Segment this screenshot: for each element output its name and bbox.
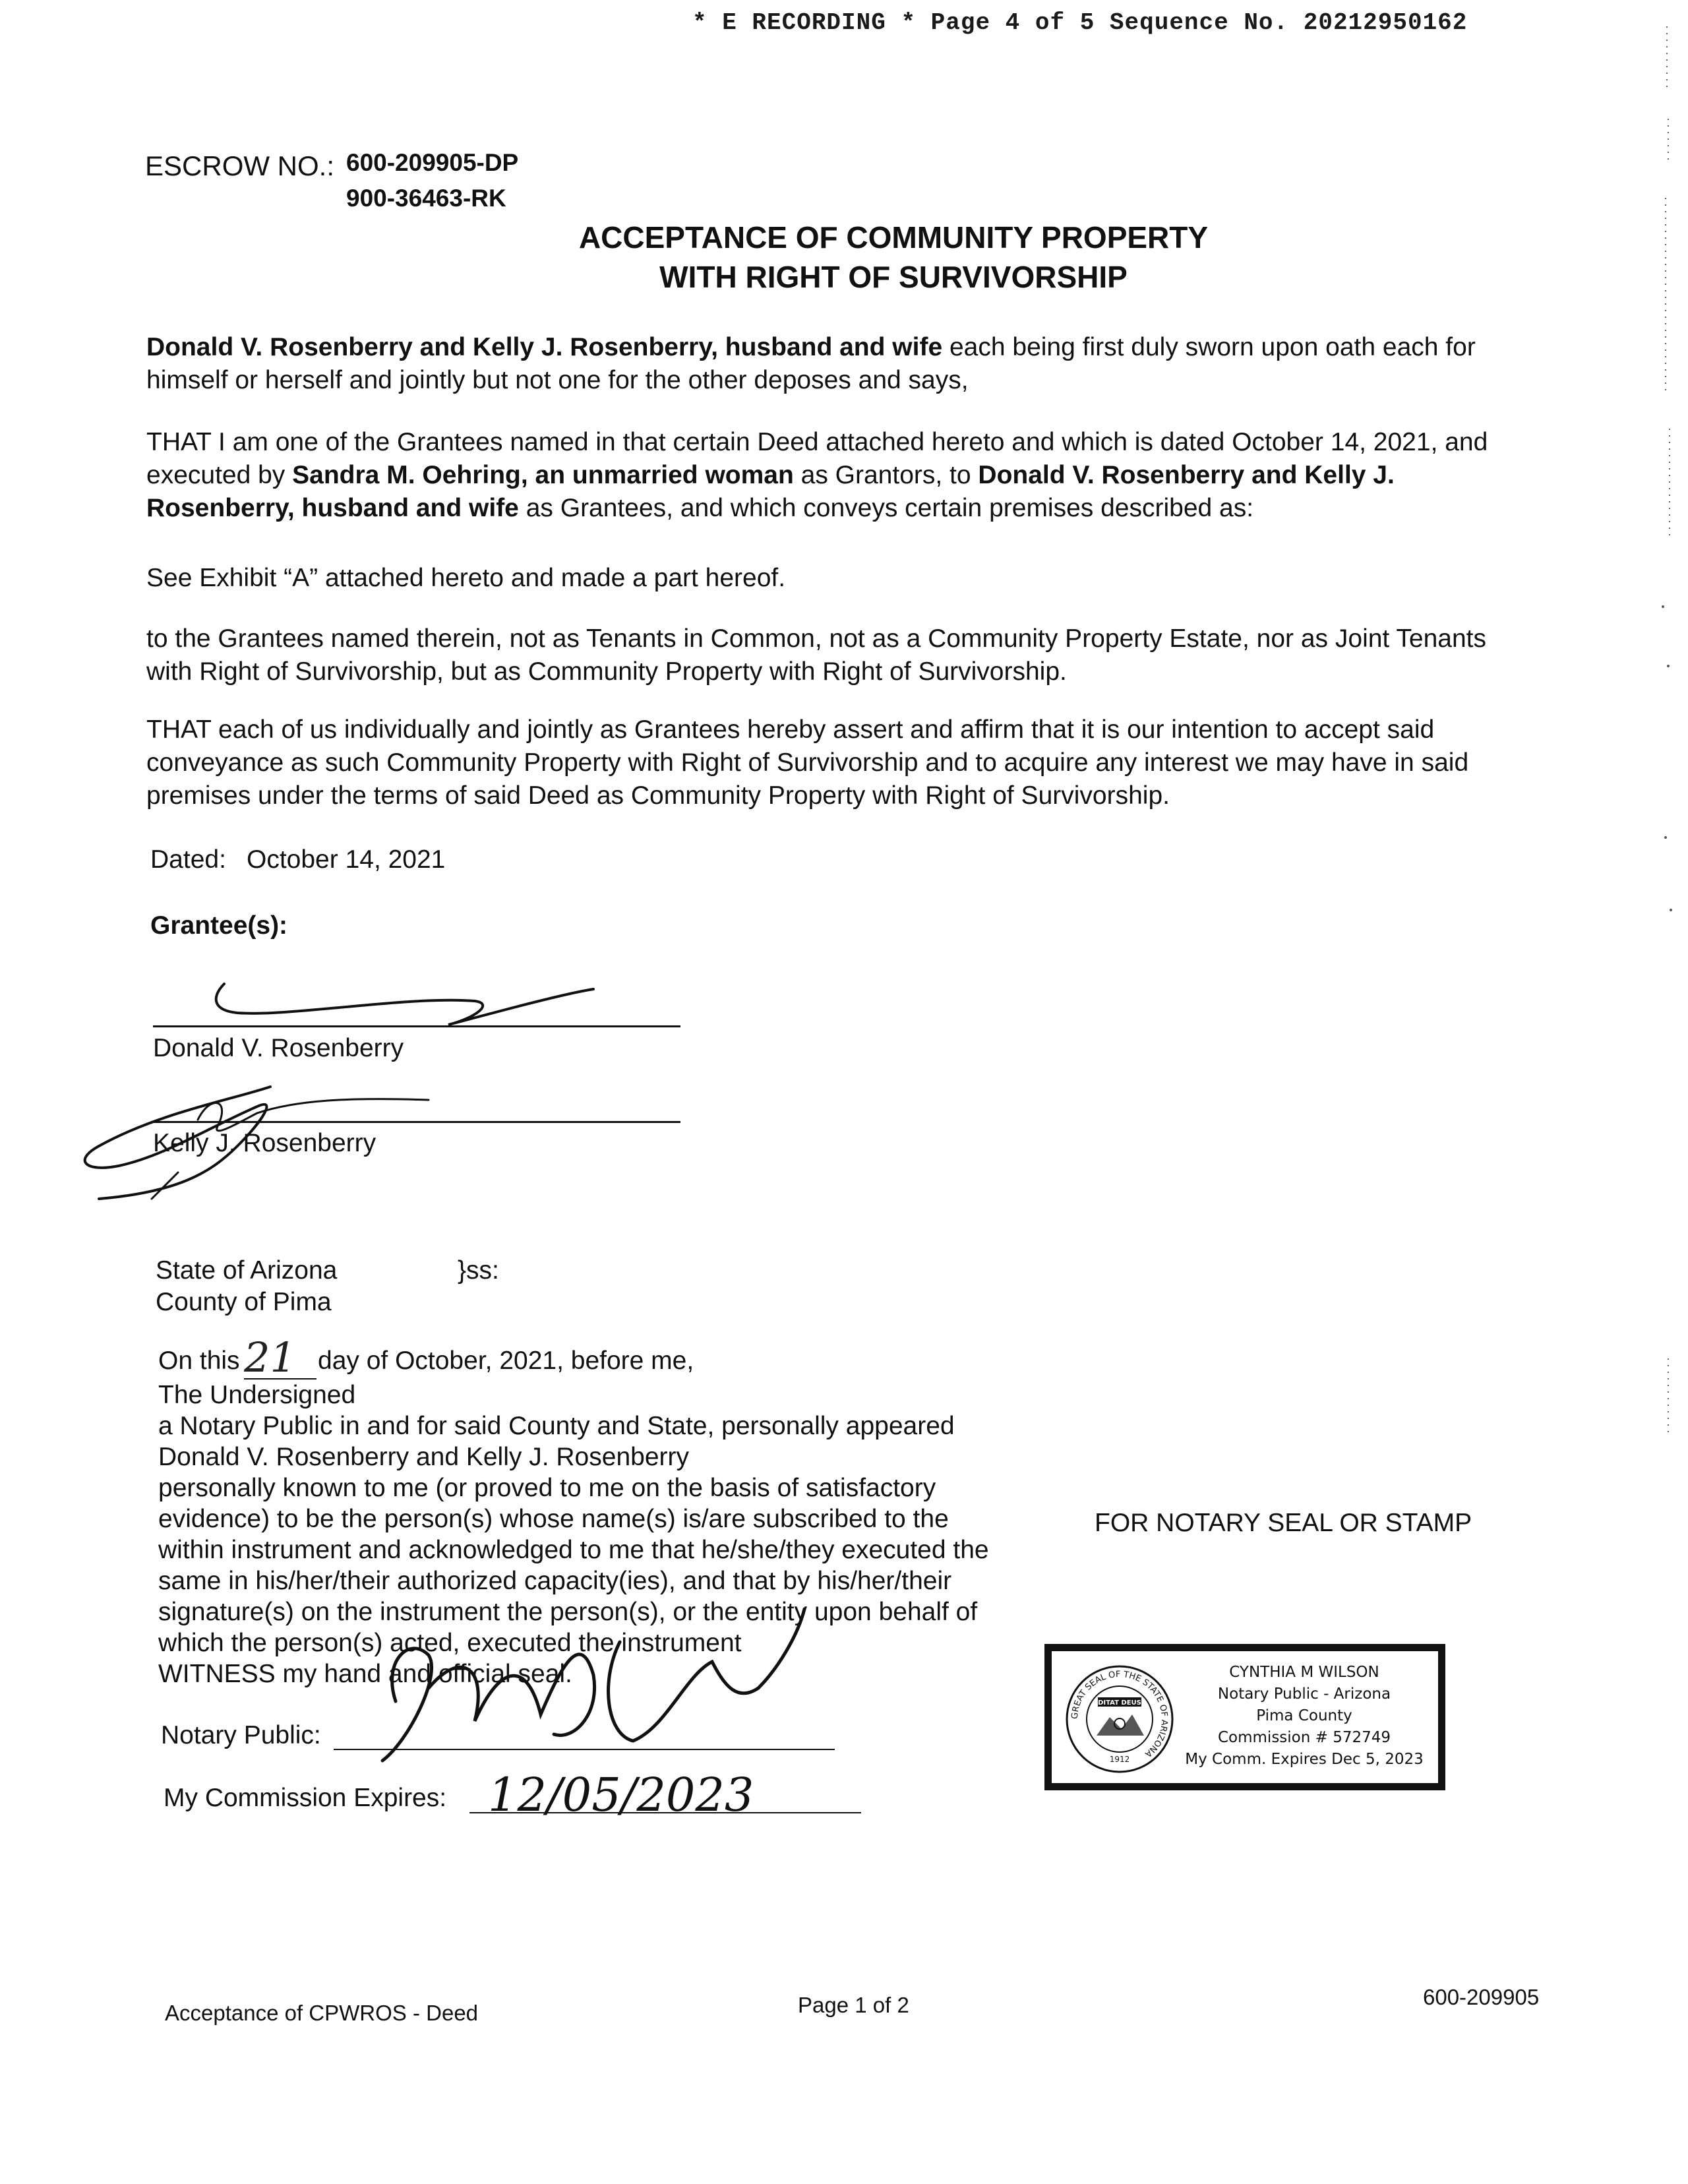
seal-expiration: My Comm. Expires Dec 5, 2023 — [1185, 1751, 1424, 1768]
footer-escrow-number: 600-209905 — [1423, 1985, 1540, 2009]
signature-donald — [198, 969, 607, 1042]
commission-date-handwritten — [481, 1767, 824, 1827]
ack-line: personally known to me (or proved to me on the basis of satisfactory — [158, 1474, 936, 1502]
commission-date-line — [469, 1812, 861, 1813]
document-title-line2: WITH RIGHT OF SURVIVORSHIP — [659, 260, 1128, 294]
seal-text-block — [1176, 1662, 1433, 1771]
seal-county: Pima County — [1256, 1707, 1352, 1724]
escrow-label: ESCROW NO.: — [145, 150, 335, 181]
notary-public-label: Notary Public: — [161, 1721, 321, 1749]
ack-line: a Notary Public in and for said County and State, personally appeared — [158, 1412, 955, 1440]
commission-label: My Commission Expires: — [164, 1784, 447, 1812]
intro-oath-text: each being first duly sworn upon oath each for himself or herself and jointly but not one for the other deposes and says, — [146, 333, 1476, 394]
seal-commission-number: Commission # 572749 — [1217, 1729, 1391, 1746]
intro-paragraph — [146, 331, 1531, 397]
ack-line: within instrument and acknowledged to me that he/she/they executed the — [158, 1536, 989, 1564]
signature-line-kelly — [153, 1121, 680, 1123]
ack-day-handwritten: 21 — [244, 1333, 296, 1381]
grantee-names: Donald V. Rosenberry and Kelly J. Rosenberry, husband and wife — [146, 461, 1395, 522]
ack-line: The Undersigned — [158, 1381, 356, 1409]
deed-text-part2: as Grantors, to — [793, 461, 979, 489]
ack-line: evidence) to be the person(s) whose name(s) is/are subscribed to the — [158, 1505, 949, 1533]
seal-notary-title: Notary Public - Arizona — [1217, 1685, 1391, 1703]
footer-document-name: Acceptance of CPWROS - Deed — [165, 2001, 479, 2025]
seal-ring-text: GREAT SEAL OF THE STATE OF ARIZONA — [1070, 1669, 1170, 1759]
escrow-number-secondary: 900-36463-RK — [346, 185, 506, 212]
grantees-heading: Grantee(s): — [150, 911, 288, 940]
seal-notary-name: CYNTHIA M WILSON — [1229, 1664, 1379, 1681]
signature-line-donald — [153, 1025, 680, 1027]
ack-line: same in his/her/their authorized capacity(ies), and that by his/her/their — [158, 1567, 952, 1595]
ack-line: signature(s) on the instrument the person(s), or the entity upon behalf of — [158, 1598, 978, 1626]
deed-text-part1: THAT I am one of the Grantees named in that certain Deed attached hereto and which is dated October 14, 2021, and executed by — [146, 428, 1488, 489]
exhibit-line: See Exhibit “A” attached hereto and made a part hereof. — [146, 564, 786, 592]
signatory-donald-name: Donald V. Rosenberry — [153, 1034, 404, 1062]
venue-ss: }ss: — [458, 1256, 499, 1285]
tenancy-paragraph: to the Grantees named therein, not as Tenants in Common, not as a Community Property Estate, nor as Joint Tenants with Right of Survivorship, but as Community Property with Right of Survivorship. — [146, 624, 1486, 686]
signatory-kelly-name: Kelly J. Rosenberry — [153, 1129, 377, 1157]
seal-year: 1912 — [1109, 1755, 1130, 1764]
svg-text:GREAT SEAL OF THE STATE OF ARI — [1070, 1670, 1169, 1759]
dated-label: Dated: — [150, 845, 226, 874]
grantor-name: Sandra M. Oehring, an unmarried woman — [292, 461, 794, 489]
commission-date-text: 12/05/2023 — [488, 1768, 754, 1822]
recording-header: * E RECORDING * Page 4 of 5 Sequence No. 20212950162 — [692, 9, 1468, 36]
ack-on-this: On this — [158, 1347, 240, 1375]
notary-signature-line — [334, 1749, 835, 1750]
affirmation-paragraph: THAT each of us individually and jointly as Grantees hereby assert and affirm that it is our intention to accept said conveyance as such Community Property with Right of Survivorship and to acquire any interest we may have in said premises under the terms of said Deed as Community Property with Right of Survivorship. — [146, 715, 1469, 810]
ack-line: WITNESS my hand and official seal. — [158, 1660, 572, 1688]
ack-line: Donald V. Rosenberry and Kelly J. Rosenberry — [158, 1443, 689, 1471]
notary-seal-stamp — [1044, 1644, 1445, 1790]
escrow-number-primary: 600-209905-DP — [346, 149, 519, 176]
ack-day-rest: day of October, 2021, before me, — [318, 1347, 694, 1375]
deed-text-part3: as Grantees, and which conveys certain premises described as: — [518, 494, 1254, 522]
document-title-line1: ACCEPTANCE OF COMMUNITY PROPERTY — [578, 220, 1209, 255]
ack-line: which the person(s) acted, executed the instrument — [158, 1629, 742, 1657]
venue-state: State of Arizona — [156, 1256, 338, 1285]
scan-edge-marks — [1648, 0, 1688, 2184]
seal-motto: DITAT DEUS — [1098, 1699, 1141, 1707]
venue-county: County of Pima — [156, 1288, 332, 1316]
intro-grantees-names: Donald V. Rosenberry and Kelly J. Rosenberry, husband and wife — [146, 333, 943, 361]
arizona-state-seal-emblem — [1064, 1663, 1176, 1775]
seal-caption: FOR NOTARY SEAL OR STAMP — [1095, 1509, 1472, 1537]
dated-value: October 14, 2021 — [247, 845, 446, 874]
deed-paragraph — [146, 426, 1531, 525]
footer-page-number: Page 1 of 2 — [798, 1993, 909, 2017]
